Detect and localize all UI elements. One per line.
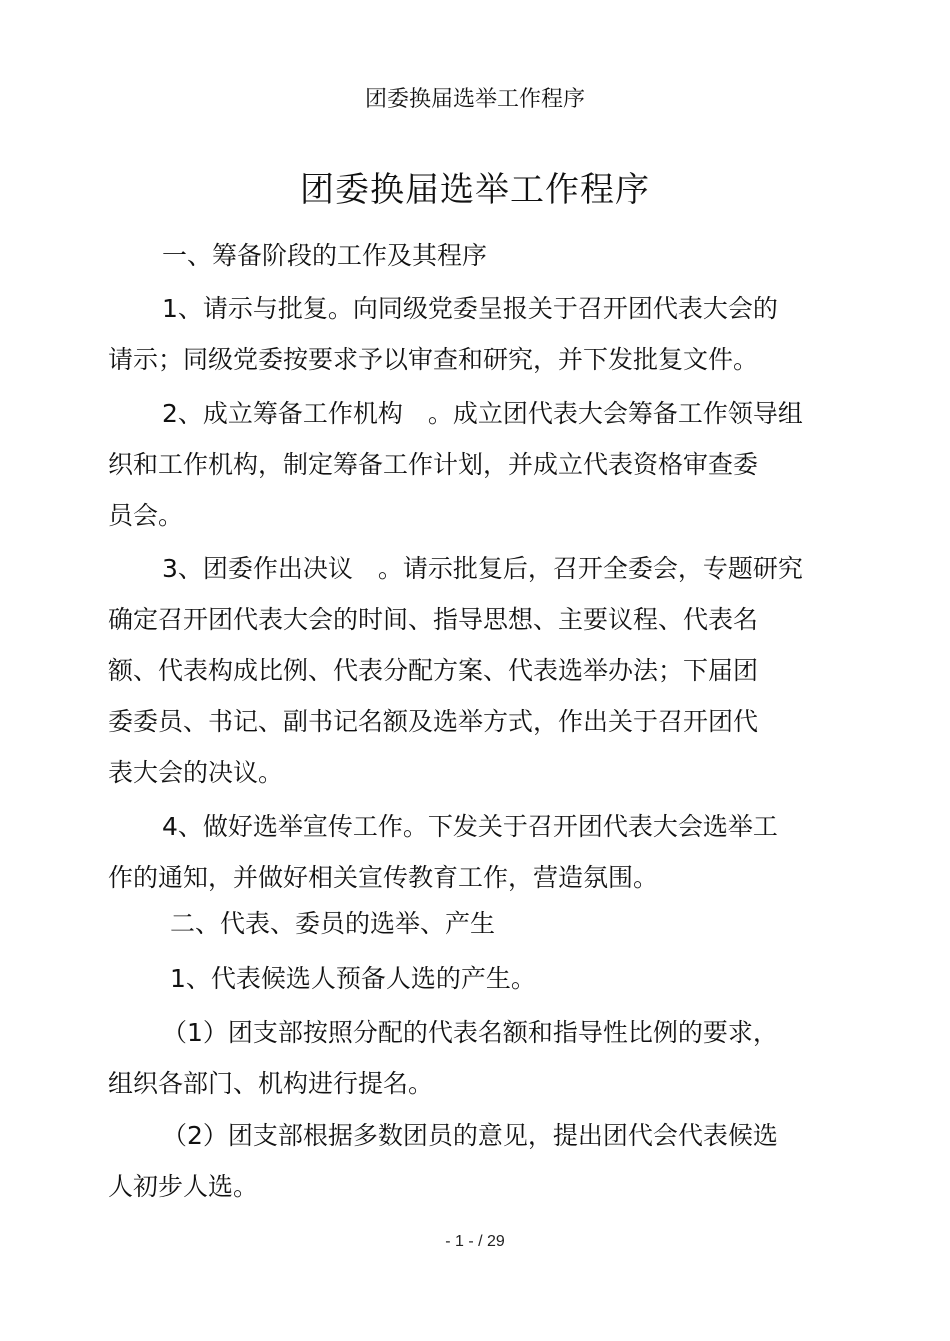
paragraph-line: 1、请示与批复。向同级党委呈报关于召开团代表大会的 xyxy=(162,294,778,323)
paragraph-line: 织和工作机构，制定筹备工作计划，并成立代表资格审查委 xyxy=(108,450,759,479)
paragraph-line: 作的通知，并做好相关宣传教育工作，营造氛围。 xyxy=(108,863,659,892)
paragraph-line: 3、团委作出决议 。请示批复后，召开全委会，专题研究 xyxy=(162,554,803,583)
paragraph-line: 人初步人选。 xyxy=(108,1172,259,1201)
paragraph-line: 请示；同级党委按要求予以审查和研究，并下发批复文件。 xyxy=(108,345,759,374)
paragraph-line: 委委员、书记、副书记名额及选举方式，作出关于召开团代 xyxy=(108,707,759,736)
paragraph-line: 4、做好选举宣传工作。下发关于召开团代表大会选举工 xyxy=(162,812,778,841)
paragraph-line: （1）团支部按照分配的代表名额和指导性比例的要求， xyxy=(162,1018,778,1047)
paragraph-line: 表大会的决议。 xyxy=(108,758,284,787)
section-heading-2: 二、代表、委员的选举、产生 xyxy=(170,909,496,938)
page-header: 团委换届选举工作程序 xyxy=(364,87,585,112)
paragraph-line: （2）团支部根据多数团员的意见，提出团代会代表候选 xyxy=(162,1121,778,1150)
page-number: - 1 - / 29 xyxy=(445,1233,505,1250)
paragraph-line: 额、代表构成比例、代表分配方案、代表选举办法；下届团 xyxy=(108,656,759,685)
section-heading-1: 一、筹备阶段的工作及其程序 xyxy=(162,241,488,270)
paragraph-line: 1、代表候选人预备人选的产生。 xyxy=(170,964,536,993)
paragraph-line: 确定召开团代表大会的时间、指导思想、主要议程、代表名 xyxy=(108,605,759,634)
paragraph-line: 员会。 xyxy=(108,501,184,530)
paragraph-line: 组织各部门、机构进行提名。 xyxy=(108,1069,434,1098)
document-title: 团委换届选举工作程序 xyxy=(300,170,650,210)
paragraph-line: 2、成立筹备工作机构 。成立团代表大会筹备工作领导组 xyxy=(162,399,803,428)
